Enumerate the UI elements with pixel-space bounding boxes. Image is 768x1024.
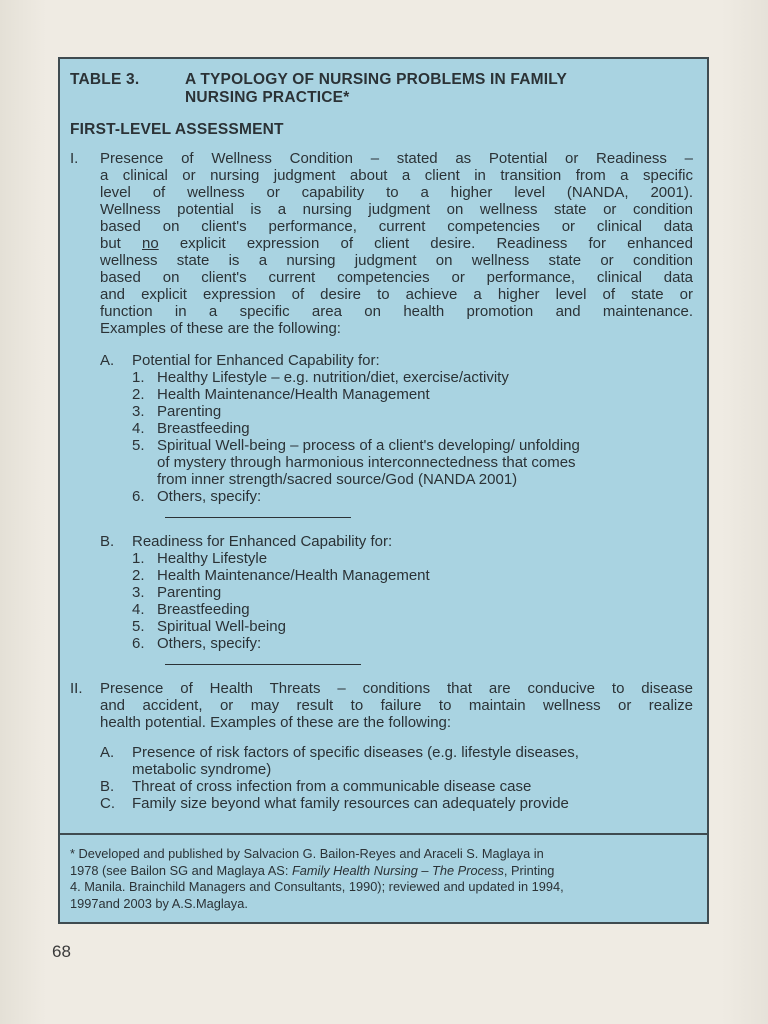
- paragraph-line: function in a specific area on health promotion and maintenance.: [100, 303, 693, 320]
- subsection-heading: Potential for Enhanced Capability for:: [132, 352, 380, 369]
- table-title-line: NURSING PRACTICE*: [185, 89, 350, 106]
- footnote-line: * Developed and published by Salvacion G. Bailon-Reyes and Araceli S. Maglaya in: [70, 846, 544, 861]
- list-item: 3. Parenting: [132, 584, 222, 601]
- table-footnote: [60, 833, 707, 922]
- table-box: [58, 57, 709, 924]
- paragraph-line: Wellness potential is a nursing judgment on wellness state or condition: [100, 201, 693, 218]
- list-item: C. Family size beyond what family resources can adequately provide: [100, 795, 569, 812]
- paragraph-line: Presence of Health Threats – conditions that are conducive to disease: [100, 680, 693, 697]
- book-title: Family Health Nursing – The Process: [291, 862, 504, 878]
- list-item: B. Threat of cross infection from a communicable disease case: [100, 778, 532, 795]
- threat-list: [100, 744, 693, 812]
- item-list: [132, 550, 693, 665]
- subsection-letter: B.: [100, 533, 115, 550]
- specify-blank-line: [165, 505, 351, 518]
- paragraph-line: health potential. Examples of these are the following:: [100, 714, 452, 731]
- subsection-letter: A.: [100, 352, 115, 369]
- part-two-paragraph: [100, 680, 693, 731]
- list-item: 2. Health Maintenance/Health Management: [132, 567, 430, 584]
- list-item: 5. Spiritual Well-being: [132, 618, 286, 635]
- roman-numeral: I.: [70, 150, 79, 167]
- list-item: 3. Parenting: [132, 403, 222, 420]
- section-heading: FIRST-LEVEL ASSESSMENT: [70, 121, 284, 138]
- paragraph-line: Examples of these are the following:: [100, 320, 341, 337]
- list-item: A. Presence of risk factors of specific diseases (e.g. lifestyle diseases, metabolic syndrome): [100, 744, 579, 778]
- paragraph-line: but no explicit expression of client desire. Readiness for enhanced: [100, 235, 693, 252]
- part-one-paragraph: [100, 150, 693, 337]
- list-item: 5. Spiritual Well-being – process of a client's developing/ unfolding of mystery through harmonious interconnectedness that comes from inner strength/sacred source/God (NANDA 2001): [132, 437, 580, 488]
- part-two: [70, 680, 693, 812]
- specify-blank-line: [165, 652, 361, 665]
- part-one: [70, 150, 693, 665]
- subsection-heading: Readiness for Enhanced Capability for:: [132, 533, 393, 550]
- list-item: 4. Breastfeeding: [132, 601, 250, 618]
- page-number: 68: [52, 942, 71, 961]
- paragraph-line: Presence of Wellness Condition – stated as Potential or Readiness –: [100, 150, 693, 167]
- paragraph-line: level of wellness or capability to a higher level (NANDA, 2001).: [100, 184, 693, 201]
- underlined-word: no: [142, 235, 159, 252]
- list-item: 6. Others, specify:: [132, 635, 693, 665]
- subsection-b: [100, 533, 693, 665]
- table-main-content: [60, 59, 707, 831]
- roman-numeral: II.: [70, 680, 83, 697]
- footnote-line: 1997and 2003 by A.S.Maglaya.: [70, 895, 248, 911]
- footnote-line: 4. Manila. Brainchild Managers and Consultants, 1990); reviewed and updated in 1994,: [70, 879, 564, 894]
- paragraph-line: and accident, or may result to failure to maintain wellness or realize: [100, 697, 693, 714]
- table-number: TABLE 3.: [70, 71, 140, 88]
- paragraph-line: a clinical or nursing judgment about a client in transition from a specific: [100, 167, 693, 184]
- paragraph-line: based on client's current competencies or performance, clinical data: [100, 269, 693, 286]
- list-item: 2. Health Maintenance/Health Management: [132, 386, 430, 403]
- list-item: 1. Healthy Lifestyle: [132, 550, 268, 567]
- list-item: 6. Others, specify:: [132, 488, 693, 518]
- item-list: [132, 369, 693, 518]
- paragraph-line: and explicit expression of desire to achieve a higher level of state or: [100, 286, 693, 303]
- list-item: 4. Breastfeeding: [132, 420, 250, 437]
- subsection-a: [100, 352, 693, 518]
- table-title: [70, 71, 693, 107]
- table-title-line: A TYPOLOGY OF NURSING PROBLEMS IN FAMILY: [185, 71, 568, 88]
- paragraph-line: wellness state is a nursing judgment on wellness state or condition: [100, 252, 693, 269]
- paragraph-line: based on client's performance, current competencies or clinical data: [100, 218, 693, 235]
- list-item: 1. Healthy Lifestyle – e.g. nutrition/diet, exercise/activity: [132, 369, 509, 386]
- footnote-line: 1978 (see Bailon SG and Maglaya AS: Family Health Nursing – The Process, Printing: [70, 862, 555, 878]
